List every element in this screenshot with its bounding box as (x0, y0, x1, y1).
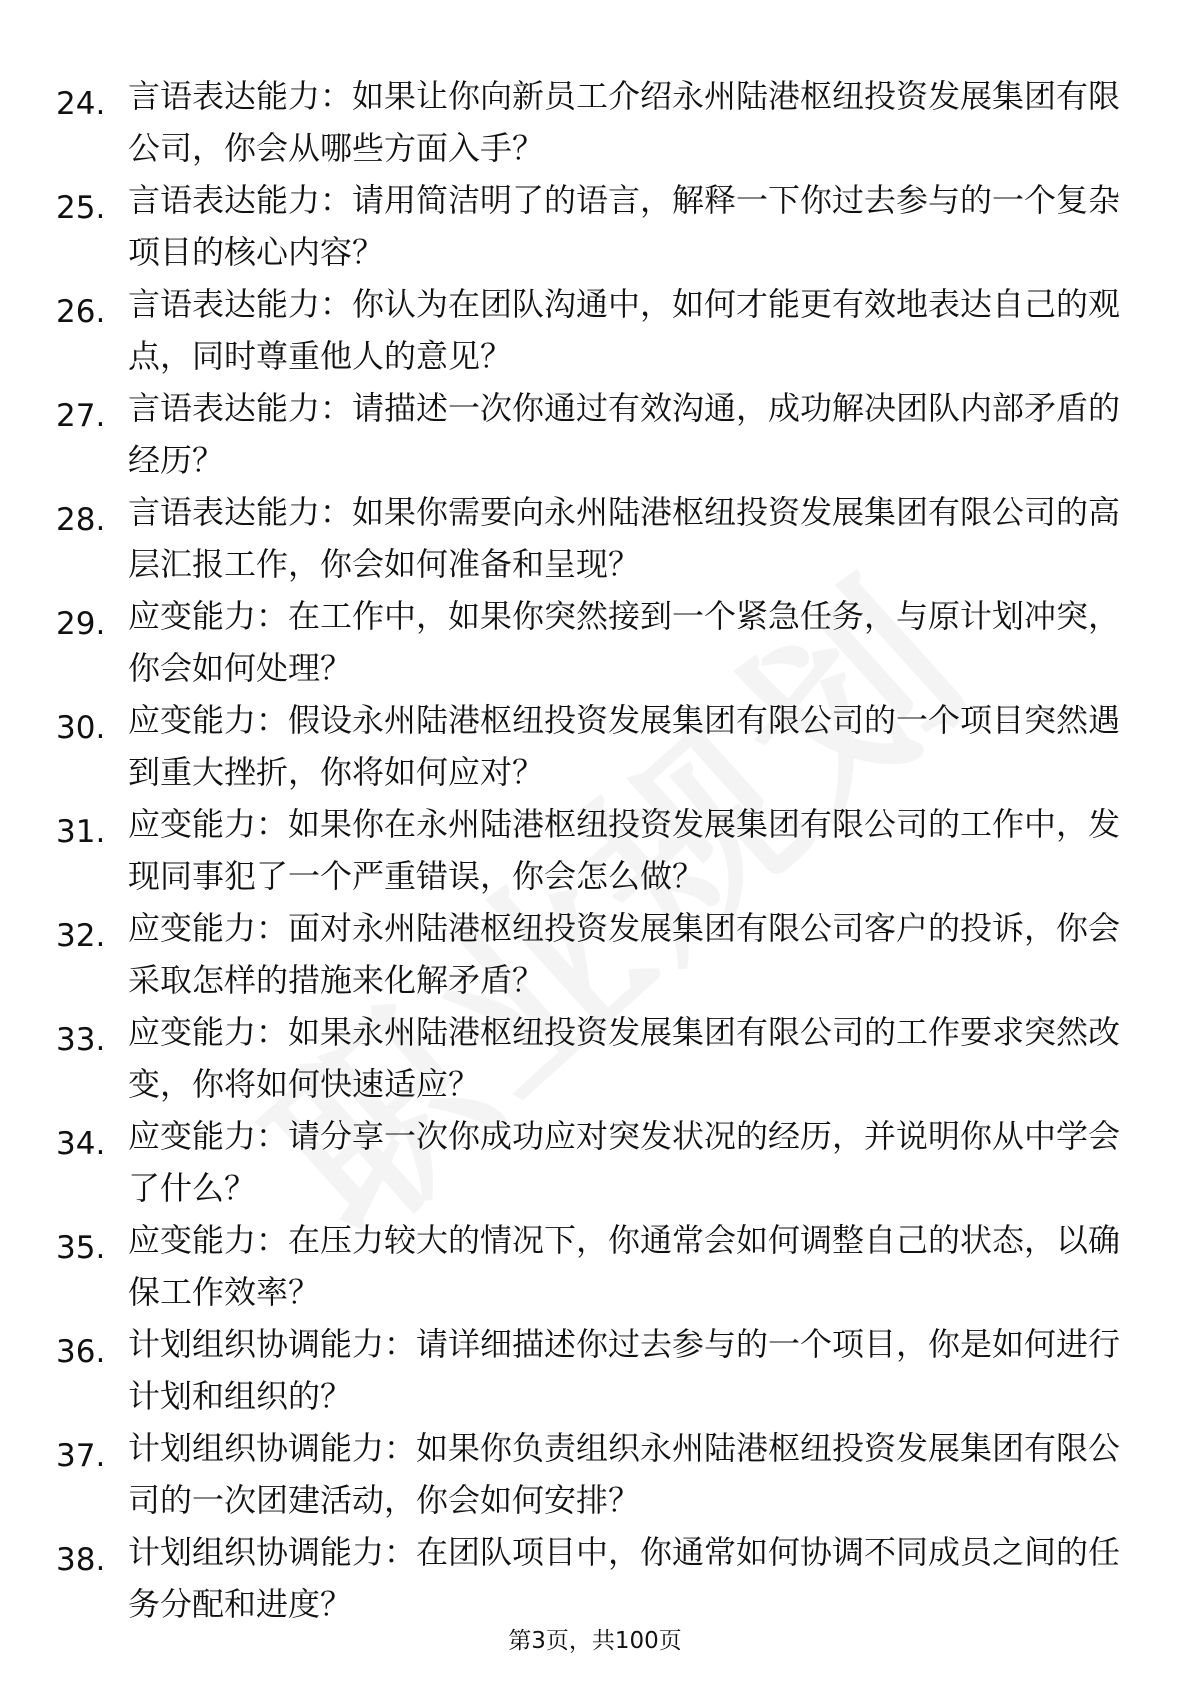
question-number: 24. (56, 86, 106, 122)
question-number: 25. (56, 190, 106, 226)
question-text: 计划组织协调能力：请详细描述你过去参与的一个项目，你是如何进行计划和组织的？ (128, 1325, 1121, 1415)
question-number: 27. (56, 398, 106, 434)
list-item (0, 590, 1190, 694)
question-list (0, 70, 1190, 1630)
question-number: 32. (56, 918, 106, 954)
question-text: 计划组织协调能力：如果你负责组织永州陆港枢纽投资发展集团有限公司的一次团建活动，你会如何安排？ (128, 1429, 1121, 1519)
question-number: 37. (56, 1438, 106, 1474)
list-item (0, 174, 1190, 278)
list-item (0, 1006, 1190, 1110)
question-text: 应变能力：如果永州陆港枢纽投资发展集团有限公司的工作要求突然改变，你将如何快速适应？ (128, 1013, 1121, 1103)
list-item (0, 694, 1190, 798)
list-item (0, 1422, 1190, 1526)
question-number: 28. (56, 502, 106, 538)
question-text: 应变能力：在工作中，如果你突然接到一个紧急任务，与原计划冲突，你会如何处理？ (128, 597, 1121, 687)
question-number: 31. (56, 814, 106, 850)
question-text: 言语表达能力：如果你需要向永州陆港枢纽投资发展集团有限公司的高层汇报工作，你会如何准备和呈现？ (128, 493, 1121, 583)
question-text: 应变能力：请分享一次你成功应对突发状况的经历，并说明你从中学会了什么？ (128, 1117, 1121, 1207)
question-number: 29. (56, 606, 106, 642)
question-text: 言语表达能力：请描述一次你通过有效沟通，成功解决团队内部矛盾的经历？ (128, 389, 1121, 479)
list-item (0, 278, 1190, 382)
list-item (0, 70, 1190, 174)
list-item (0, 1526, 1190, 1630)
question-text: 计划组织协调能力：在团队项目中，你通常如何协调不同成员之间的任务分配和进度？ (128, 1533, 1121, 1623)
list-item (0, 1214, 1190, 1318)
question-text: 应变能力：假设永州陆港枢纽投资发展集团有限公司的一个项目突然遇到重大挫折，你将如何应对？ (128, 701, 1121, 791)
question-number: 34. (56, 1126, 106, 1162)
list-item (0, 798, 1190, 902)
question-number: 36. (56, 1334, 106, 1370)
list-item (0, 1110, 1190, 1214)
question-number: 30. (56, 710, 106, 746)
list-item (0, 902, 1190, 1006)
question-text: 应变能力：面对永州陆港枢纽投资发展集团有限公司客户的投诉，你会采取怎样的措施来化解矛盾？ (128, 909, 1121, 999)
question-number: 38. (56, 1542, 106, 1578)
question-text: 应变能力：在压力较大的情况下，你通常会如何调整自己的状态，以确保工作效率？ (128, 1221, 1121, 1311)
question-number: 35. (56, 1230, 106, 1266)
list-item (0, 1318, 1190, 1422)
question-number: 26. (56, 294, 106, 330)
question-text: 言语表达能力：你认为在团队沟通中，如何才能更有效地表达自己的观点，同时尊重他人的意见？ (128, 285, 1121, 375)
question-text: 言语表达能力：请用简洁明了的语言，解释一下你过去参与的一个复杂项目的核心内容？ (128, 181, 1121, 271)
question-text: 应变能力：如果你在永州陆港枢纽投资发展集团有限公司的工作中，发现同事犯了一个严重错误，你会怎么做？ (128, 805, 1121, 895)
question-text: 言语表达能力：如果让你向新员工介绍永州陆港枢纽投资发展集团有限公司，你会从哪些方面入手？ (128, 77, 1121, 167)
page-footer: 第3页，共100页 (508, 1628, 682, 1654)
list-item (0, 382, 1190, 486)
question-number: 33. (56, 1022, 106, 1058)
list-item (0, 486, 1190, 590)
